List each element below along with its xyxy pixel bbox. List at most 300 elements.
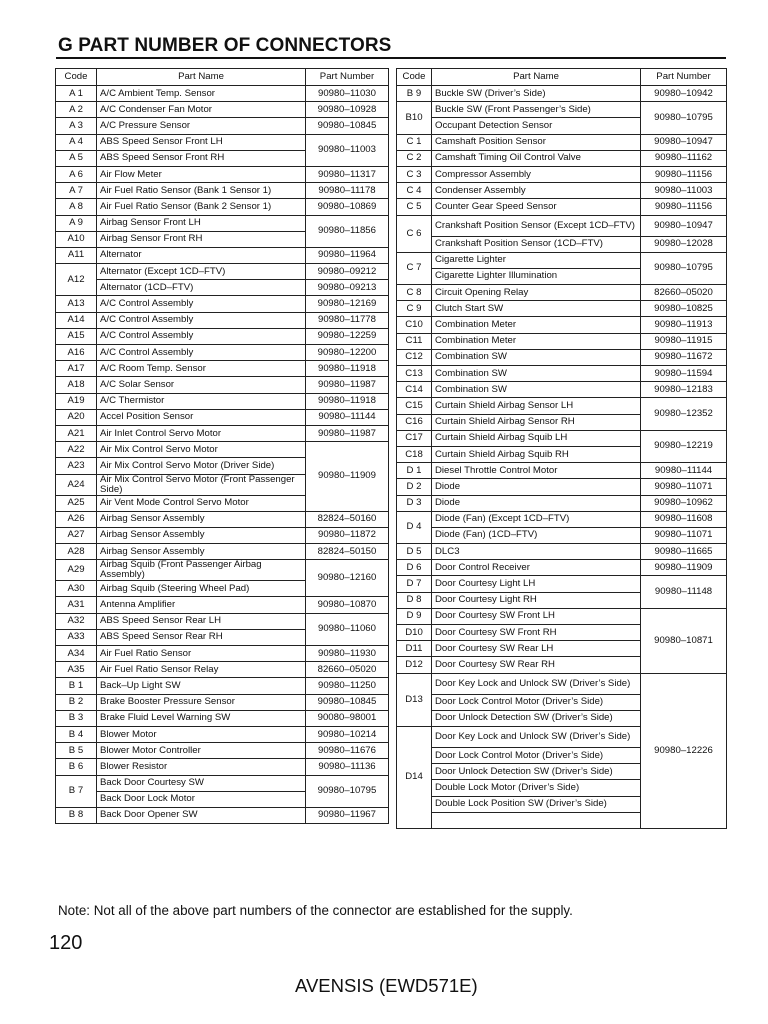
part-number-cell: 90980–11909 [306, 442, 389, 512]
code-cell: C 1 [397, 134, 432, 150]
table-row [56, 134, 389, 150]
table-row [56, 102, 389, 118]
code-cell: C15 [397, 398, 432, 414]
table-row [397, 102, 727, 118]
table-row [397, 430, 727, 446]
part-name-cell: Back–Up Light SW [97, 678, 306, 694]
code-cell: C 3 [397, 166, 432, 182]
part-name-cell: Airbag Sensor Assembly [97, 527, 306, 543]
code-cell: A 2 [56, 102, 97, 118]
part-name-cell: Occupant Detection Sensor [432, 118, 641, 134]
table-row [397, 317, 727, 333]
code-cell: A19 [56, 393, 97, 409]
code-cell: C 7 [397, 252, 432, 284]
table-row [397, 349, 727, 365]
part-number-cell: 90980–11003 [641, 183, 727, 199]
part-number-cell: 90080–98001 [306, 710, 389, 726]
table-row [397, 398, 727, 414]
code-cell: D14 [397, 726, 432, 828]
code-cell: D 4 [397, 511, 432, 543]
table-row [397, 382, 727, 398]
part-name-cell: Alternator [97, 247, 306, 263]
part-name-cell: Alternator (1CD–FTV) [97, 280, 306, 296]
part-name-cell: ABS Speed Sensor Front RH [97, 150, 306, 166]
table-row [56, 678, 389, 694]
code-cell: C11 [397, 333, 432, 349]
part-name-cell: Alternator (Except 1CD–FTV) [97, 264, 306, 280]
connector-table-right [396, 68, 727, 829]
part-name-cell: Air Fuel Ratio Sensor Relay [97, 662, 306, 678]
table-header-row [397, 69, 727, 86]
part-name-cell: Door Courtesy Light LH [432, 576, 641, 592]
code-cell: D 9 [397, 608, 432, 624]
part-number-cell: 90980–11987 [306, 425, 389, 441]
part-number-cell: 90980–11003 [306, 134, 389, 166]
part-name-cell: Condenser Assembly [432, 183, 641, 199]
part-name-header: Part Name [97, 69, 306, 86]
code-cell: B10 [397, 102, 432, 134]
table-row [56, 694, 389, 710]
table-row [56, 247, 389, 263]
code-cell: A 9 [56, 215, 97, 231]
table-row [397, 576, 727, 592]
part-name-header: Part Name [432, 69, 641, 86]
part-name-cell: Curtain Shield Airbag Squib LH [432, 430, 641, 446]
part-name-cell: Diode [432, 479, 641, 495]
part-number-cell: 90980–09212 [306, 264, 389, 280]
table-row [397, 252, 727, 268]
part-number-cell: 90980–11060 [306, 613, 389, 645]
part-name-cell: Airbag Squib (Steering Wheel Pad) [97, 581, 306, 597]
part-name-cell: Back Door Lock Motor [97, 791, 306, 807]
table-row [397, 366, 727, 382]
part-number-cell: 90980–11672 [641, 349, 727, 365]
part-name-cell: Clutch Start SW [432, 301, 641, 317]
part-name-cell: Door Unlock Detection SW (Driver’s Side) [432, 710, 641, 726]
part-number-cell: 90980–10942 [641, 86, 727, 102]
table-row [397, 479, 727, 495]
part-number-cell: 90980–12160 [306, 560, 389, 597]
supply-note: Note: Not all of the above part numbers of the connector are established for the supply. [58, 903, 573, 918]
table-row [56, 328, 389, 344]
page-number: 120 [49, 932, 83, 954]
part-name-cell: Air Mix Control Servo Motor [97, 442, 306, 458]
part-number-cell: 82660–05020 [306, 662, 389, 678]
code-cell: A22 [56, 442, 97, 458]
code-cell: D13 [397, 673, 432, 726]
code-cell: B 3 [56, 710, 97, 726]
code-cell: A 1 [56, 86, 97, 102]
table-row [397, 544, 727, 560]
code-cell: A31 [56, 597, 97, 613]
part-number-cell: 90980–11665 [641, 544, 727, 560]
table-row [397, 511, 727, 527]
part-number-cell: 90980–09213 [306, 280, 389, 296]
part-name-cell: Back Door Opener SW [97, 807, 306, 823]
part-number-cell: 90980–11778 [306, 312, 389, 328]
part-name-cell: ABS Speed Sensor Rear LH [97, 613, 306, 629]
part-number-cell: 90980–10845 [306, 118, 389, 134]
part-name-cell: Double Lock Motor (Driver’s Side) [432, 780, 641, 796]
code-header: Code [397, 69, 432, 86]
part-name-cell: Blower Motor Controller [97, 743, 306, 759]
table-row [56, 511, 389, 527]
part-number-cell: 90980–11144 [306, 409, 389, 425]
table-row [56, 264, 389, 280]
part-name-cell: Door Unlock Detection SW (Driver’s Side) [432, 764, 641, 780]
part-name-cell: Back Door Courtesy SW [97, 775, 306, 791]
part-name-cell: Airbag Squib (Front Passenger Airbag Assembly) [97, 560, 306, 581]
code-cell: A34 [56, 646, 97, 662]
part-name-cell: Door Courtesy SW Rear LH [432, 641, 641, 657]
code-cell: C14 [397, 382, 432, 398]
table-row [397, 301, 727, 317]
part-number-cell: 90980–12352 [641, 398, 727, 430]
part-number-cell: 90980–11608 [641, 511, 727, 527]
table-row [397, 463, 727, 479]
part-name-cell: Cigarette Lighter [432, 252, 641, 268]
part-number-cell: 90980–10871 [641, 608, 727, 673]
code-cell: A 4 [56, 134, 97, 150]
table-row [56, 425, 389, 441]
part-name-cell [432, 812, 641, 828]
code-cell: C 2 [397, 150, 432, 166]
document-footer: AVENSIS (EWD571E) [295, 975, 478, 996]
part-number-cell: 90980–10962 [641, 495, 727, 511]
table-row [56, 280, 389, 296]
part-number-cell: 90980–10795 [306, 775, 389, 807]
part-number-cell: 90980–12219 [641, 430, 727, 462]
table-row [56, 527, 389, 543]
part-name-cell: Door Courtesy SW Rear RH [432, 657, 641, 673]
code-cell: A30 [56, 581, 97, 597]
code-cell: A24 [56, 474, 97, 495]
part-number-cell: 90980–10947 [641, 215, 727, 236]
code-cell: C16 [397, 414, 432, 430]
part-name-cell: A/C Pressure Sensor [97, 118, 306, 134]
code-cell: A25 [56, 495, 97, 511]
table-row [56, 296, 389, 312]
part-name-cell: Diode (Fan) (Except 1CD–FTV) [432, 511, 641, 527]
part-name-cell: A/C Room Temp. Sensor [97, 361, 306, 377]
table-row [397, 215, 727, 236]
part-name-cell: Double Lock Position SW (Driver’s Side) [432, 796, 641, 812]
title-rule [56, 57, 726, 59]
part-name-cell: A/C Control Assembly [97, 312, 306, 328]
part-number-cell: 90980–11156 [641, 199, 727, 215]
part-name-cell: Door Courtesy Light RH [432, 592, 641, 608]
code-cell: A33 [56, 629, 97, 645]
part-name-cell: Airbag Sensor Assembly [97, 511, 306, 527]
table-row [56, 215, 389, 231]
table-row [56, 442, 389, 458]
table-row [56, 597, 389, 613]
table-row [56, 345, 389, 361]
table-row [397, 236, 727, 252]
part-number-cell: 90980–10869 [306, 199, 389, 215]
part-name-cell: A/C Control Assembly [97, 345, 306, 361]
code-cell: A29 [56, 560, 97, 581]
code-cell: B 4 [56, 726, 97, 742]
part-number-cell: 90980–12183 [641, 382, 727, 398]
code-cell: B 7 [56, 775, 97, 807]
table-header-row [56, 69, 389, 86]
code-cell: D11 [397, 641, 432, 657]
code-cell: D 1 [397, 463, 432, 479]
part-number-cell: 82824–50160 [306, 511, 389, 527]
part-name-cell: Combination SW [432, 349, 641, 365]
code-cell: D 5 [397, 544, 432, 560]
part-number-cell: 90980–12169 [306, 296, 389, 312]
code-cell: A27 [56, 527, 97, 543]
table-row [56, 409, 389, 425]
table-row [397, 183, 727, 199]
part-name-cell: Door Key Lock and Unlock SW (Driver’s Side) [432, 673, 641, 694]
code-cell: D 6 [397, 560, 432, 576]
part-number-cell: 90980–10825 [641, 301, 727, 317]
code-cell: A11 [56, 247, 97, 263]
part-number-header: Part Number [641, 69, 727, 86]
code-cell: A35 [56, 662, 97, 678]
table-row [56, 743, 389, 759]
part-name-cell: Crankshaft Position Sensor (1CD–FTV) [432, 236, 641, 252]
part-number-cell: 90980–10795 [641, 102, 727, 134]
part-number-cell: 90980–10795 [641, 252, 727, 284]
part-number-cell: 90980–11918 [306, 361, 389, 377]
part-number-cell: 90980–10214 [306, 726, 389, 742]
part-number-cell: 90980–12200 [306, 345, 389, 361]
code-cell: A21 [56, 425, 97, 441]
part-number-cell: 90980–11071 [641, 527, 727, 543]
code-cell: A12 [56, 264, 97, 296]
part-name-cell: Counter Gear Speed Sensor [432, 199, 641, 215]
part-name-cell: Door Courtesy SW Front RH [432, 625, 641, 641]
code-cell: C 8 [397, 285, 432, 301]
part-name-cell: Air Mix Control Servo Motor (Driver Side) [97, 458, 306, 474]
code-cell: B 9 [397, 86, 432, 102]
code-cell: C12 [397, 349, 432, 365]
part-number-cell: 90980–12226 [641, 673, 727, 828]
table-row [397, 608, 727, 624]
table-row [56, 393, 389, 409]
table-row [56, 183, 389, 199]
part-name-cell: Airbag Sensor Front RH [97, 231, 306, 247]
code-cell: C 5 [397, 199, 432, 215]
part-name-cell: Air Mix Control Servo Motor (Front Passenger Side) [97, 474, 306, 495]
part-number-cell: 90980–11317 [306, 166, 389, 182]
table-row [397, 166, 727, 182]
table-row [56, 726, 389, 742]
part-name-cell: Blower Resistor [97, 759, 306, 775]
part-number-cell: 90980–11144 [641, 463, 727, 479]
code-cell: A16 [56, 345, 97, 361]
code-header: Code [56, 69, 97, 86]
part-number-cell: 90980–11856 [306, 215, 389, 247]
part-name-cell: Air Vent Mode Control Servo Motor [97, 495, 306, 511]
part-name-cell: Door Lock Control Motor (Driver’s Side) [432, 747, 641, 763]
part-name-cell: Crankshaft Position Sensor (Except 1CD–FTV) [432, 215, 641, 236]
table-row [56, 662, 389, 678]
code-cell: D 8 [397, 592, 432, 608]
part-name-cell: Circuit Opening Relay [432, 285, 641, 301]
table-row [56, 560, 389, 581]
part-number-cell: 90980–11594 [641, 366, 727, 382]
code-cell: A 8 [56, 199, 97, 215]
table-row [397, 285, 727, 301]
part-number-cell: 90980–11136 [306, 759, 389, 775]
part-name-cell: Air Inlet Control Servo Motor [97, 425, 306, 441]
code-cell: D12 [397, 657, 432, 673]
part-number-cell: 90980–11964 [306, 247, 389, 263]
code-cell: A23 [56, 458, 97, 474]
table-row [56, 807, 389, 823]
part-name-cell: Curtain Shield Airbag Squib RH [432, 446, 641, 462]
table-row [56, 166, 389, 182]
part-number-cell: 90980–11178 [306, 183, 389, 199]
code-cell: C 9 [397, 301, 432, 317]
part-name-cell: Brake Booster Pressure Sensor [97, 694, 306, 710]
part-number-cell: 90980–10845 [306, 694, 389, 710]
code-cell: C 4 [397, 183, 432, 199]
part-number-cell: 90980–11913 [641, 317, 727, 333]
part-number-cell: 90980–11909 [641, 560, 727, 576]
part-name-cell: Airbag Sensor Front LH [97, 215, 306, 231]
part-name-cell: Air Fuel Ratio Sensor [97, 646, 306, 662]
code-cell: C17 [397, 430, 432, 446]
code-cell: C13 [397, 366, 432, 382]
code-cell: A 3 [56, 118, 97, 134]
code-cell: A17 [56, 361, 97, 377]
part-name-cell: Door Key Lock and Unlock SW (Driver’s Side) [432, 726, 641, 747]
code-cell: B 5 [56, 743, 97, 759]
part-number-cell: 82824–50150 [306, 544, 389, 560]
part-name-cell: Combination Meter [432, 317, 641, 333]
part-name-cell: DLC3 [432, 544, 641, 560]
code-cell: B 8 [56, 807, 97, 823]
part-name-cell: Buckle SW (Front Passenger’s Side) [432, 102, 641, 118]
table-row [397, 199, 727, 215]
part-number-cell: 82660–05020 [641, 285, 727, 301]
code-cell: B 1 [56, 678, 97, 694]
part-number-cell: 90980–11071 [641, 479, 727, 495]
part-number-header: Part Number [306, 69, 389, 86]
part-name-cell: Blower Motor [97, 726, 306, 742]
part-name-cell: A/C Control Assembly [97, 328, 306, 344]
code-cell: A10 [56, 231, 97, 247]
part-name-cell: A/C Solar Sensor [97, 377, 306, 393]
part-name-cell: ABS Speed Sensor Front LH [97, 134, 306, 150]
code-cell: C 6 [397, 215, 432, 252]
table-row [56, 544, 389, 560]
table-row [56, 646, 389, 662]
part-number-cell: 90980–10947 [641, 134, 727, 150]
part-name-cell: Combination SW [432, 366, 641, 382]
part-name-cell: Curtain Shield Airbag Sensor RH [432, 414, 641, 430]
part-number-cell: 90980–11250 [306, 678, 389, 694]
part-number-cell: 90980–12259 [306, 328, 389, 344]
part-name-cell: Cigarette Lighter Illumination [432, 268, 641, 284]
page-title: G PART NUMBER OF CONNECTORS [58, 35, 392, 56]
code-cell: A26 [56, 511, 97, 527]
part-name-cell: A/C Control Assembly [97, 296, 306, 312]
part-name-cell: Air Flow Meter [97, 166, 306, 182]
part-name-cell: Brake Fluid Level Warning SW [97, 710, 306, 726]
part-number-cell: 90980–11030 [306, 86, 389, 102]
part-name-cell: Door Courtesy SW Front LH [432, 608, 641, 624]
part-name-cell: Curtain Shield Airbag Sensor LH [432, 398, 641, 414]
code-cell: C18 [397, 446, 432, 462]
table-row [56, 118, 389, 134]
code-cell: A13 [56, 296, 97, 312]
part-number-cell: 90980–11967 [306, 807, 389, 823]
part-name-cell: A/C Ambient Temp. Sensor [97, 86, 306, 102]
table-row [56, 377, 389, 393]
code-cell: A14 [56, 312, 97, 328]
code-cell: A 6 [56, 166, 97, 182]
part-number-cell: 90980–10928 [306, 102, 389, 118]
table-row [56, 759, 389, 775]
code-cell: D10 [397, 625, 432, 641]
table-row [56, 312, 389, 328]
table-row [397, 560, 727, 576]
part-number-cell: 90980–11156 [641, 166, 727, 182]
part-number-cell: 90980–11872 [306, 527, 389, 543]
table-row [56, 361, 389, 377]
part-name-cell: Air Fuel Ratio Sensor (Bank 1 Sensor 1) [97, 183, 306, 199]
part-number-cell: 90980–11930 [306, 646, 389, 662]
table-row [56, 613, 389, 629]
part-name-cell: Airbag Sensor Assembly [97, 544, 306, 560]
part-number-cell: 90980–11162 [641, 150, 727, 166]
part-name-cell: ABS Speed Sensor Rear RH [97, 629, 306, 645]
part-number-cell: 90980–12028 [641, 236, 727, 252]
code-cell: B 6 [56, 759, 97, 775]
part-name-cell: A/C Condenser Fan Motor [97, 102, 306, 118]
part-name-cell: Air Fuel Ratio Sensor (Bank 2 Sensor 1) [97, 199, 306, 215]
part-name-cell: Camshaft Position Sensor [432, 134, 641, 150]
part-name-cell: Buckle SW (Driver’s Side) [432, 86, 641, 102]
part-name-cell: Combination Meter [432, 333, 641, 349]
part-number-cell: 90980–11148 [641, 576, 727, 608]
part-number-cell: 90980–11915 [641, 333, 727, 349]
part-name-cell: Combination SW [432, 382, 641, 398]
part-name-cell: Compressor Assembly [432, 166, 641, 182]
code-cell: D 7 [397, 576, 432, 592]
code-cell: B 2 [56, 694, 97, 710]
code-cell: A 7 [56, 183, 97, 199]
connector-table-left [55, 68, 389, 824]
code-cell: A 5 [56, 150, 97, 166]
table-row [397, 134, 727, 150]
code-cell: A28 [56, 544, 97, 560]
code-cell: C10 [397, 317, 432, 333]
code-cell: A20 [56, 409, 97, 425]
table-row [397, 495, 727, 511]
part-name-cell: Diesel Throttle Control Motor [432, 463, 641, 479]
part-name-cell: Accel Position Sensor [97, 409, 306, 425]
part-number-cell: 90980–11987 [306, 377, 389, 393]
code-cell: A15 [56, 328, 97, 344]
table-row [56, 86, 389, 102]
table-row [56, 710, 389, 726]
table-row [397, 673, 727, 694]
part-name-cell: Door Control Receiver [432, 560, 641, 576]
part-name-cell: Camshaft Timing Oil Control Valve [432, 150, 641, 166]
part-number-cell: 90980–10870 [306, 597, 389, 613]
part-name-cell: A/C Thermistor [97, 393, 306, 409]
table-row [397, 150, 727, 166]
code-cell: A32 [56, 613, 97, 629]
